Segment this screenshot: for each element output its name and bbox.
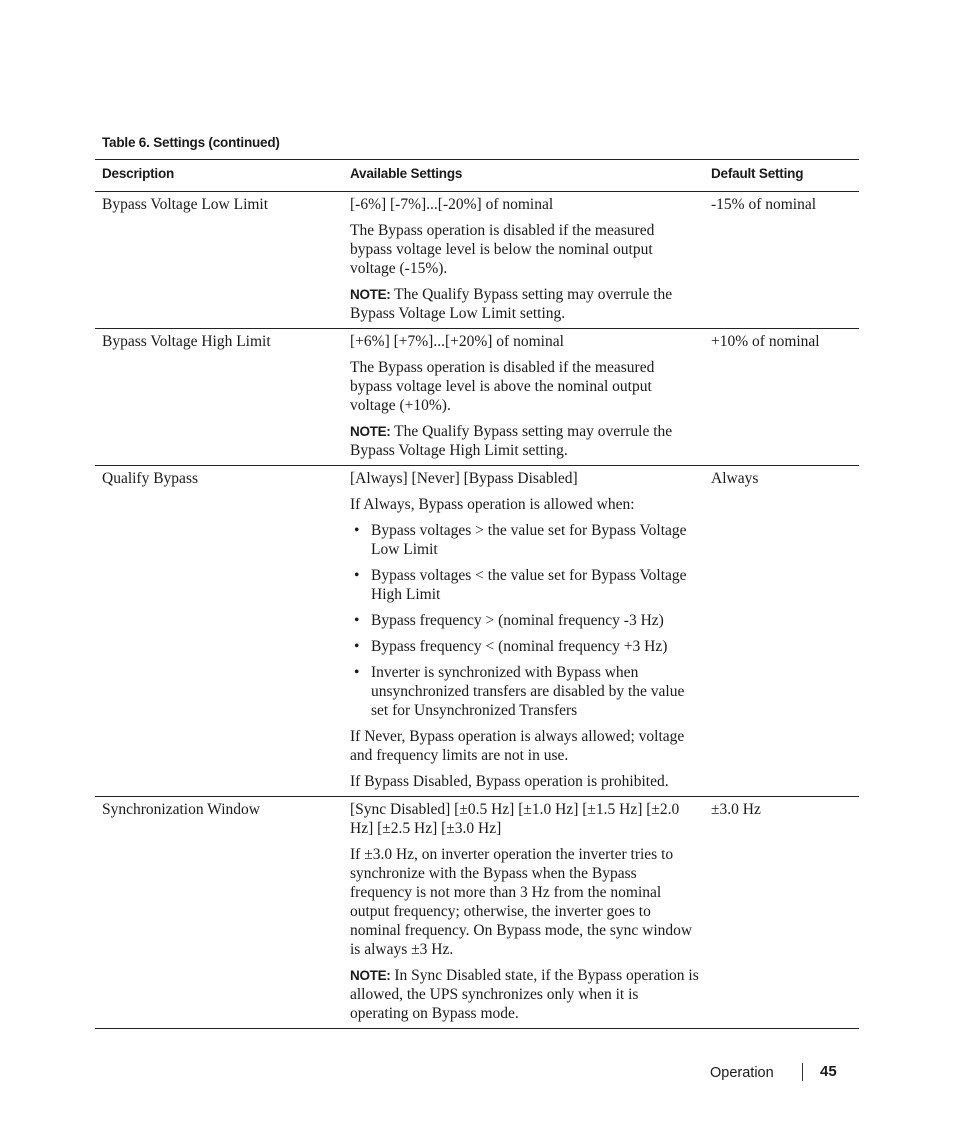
row-default-setting: Always — [711, 470, 759, 487]
settings-disabled: If Bypass Disabled, Bypass operation is prohibited. — [350, 773, 669, 790]
row-available-settings — [350, 329, 700, 465]
row-default-setting: ±3.0 Hz — [711, 801, 761, 818]
settings-options: [-6%] [-7%]...[-20%] of nominal — [350, 196, 554, 213]
settings-options: [+6%] [+7%]...[+20%] of nominal — [350, 333, 564, 350]
settings-intro: If Always, Bypass operation is allowed when: — [350, 496, 635, 513]
list-item: • Bypass frequency < (nominal frequency +3 Hz) — [350, 637, 700, 656]
settings-note — [350, 285, 700, 323]
settings-never: If Never, Bypass operation is always allowed; voltage and frequency limits are not in use. — [350, 728, 685, 764]
note-text: The Qualify Bypass setting may overrule the Bypass Voltage High Limit setting. — [350, 423, 673, 459]
settings-detail: The Bypass operation is disabled if the measured bypass voltage level is below the nominal output voltage (-15%). — [350, 222, 655, 277]
settings-detail: If ±3.0 Hz, on inverter operation the inverter tries to synchronize with the Bypass when the Bypass frequency is not more than 3 Hz from the nominal output frequency; otherwise, the inverter goes to nominal frequency. On Bypass mode, the sync window is always ±3 Hz. — [350, 846, 693, 958]
table-caption: Table 6. Settings (continued) — [102, 135, 280, 150]
page-number: 45 — [820, 1063, 837, 1080]
conditions-list — [350, 521, 700, 720]
table-row-bypass-voltage-low-limit — [95, 192, 859, 329]
list-item: • Bypass voltages < the value set for Bypass Voltage High Limit — [350, 566, 700, 604]
footer-divider — [802, 1063, 803, 1081]
table-row-bypass-voltage-high-limit — [95, 329, 859, 466]
note-label: NOTE: — [350, 968, 391, 983]
row-description: Bypass Voltage Low Limit — [102, 196, 269, 213]
note-label: NOTE: — [350, 424, 391, 439]
row-available-settings — [350, 192, 700, 328]
footer-section-name: Operation — [710, 1065, 774, 1081]
header-available-settings: Available Settings — [350, 166, 463, 181]
list-item: • Bypass voltages > the value set for Bypass Voltage Low Limit — [350, 521, 700, 559]
header-default-setting: Default Setting — [711, 166, 804, 181]
settings-options: [Sync Disabled] [±0.5 Hz] [±1.0 Hz] [±1.5 Hz] [±2.0 Hz] [±2.5 Hz] [±3.0 Hz] — [350, 801, 680, 837]
note-label: NOTE: — [350, 287, 391, 302]
settings-table — [95, 159, 859, 1029]
list-item: • Bypass frequency > (nominal frequency -3 Hz) — [350, 611, 700, 630]
row-default-setting: +10% of nominal — [711, 333, 820, 350]
note-text: In Sync Disabled state, if the Bypass operation is allowed, the UPS synchronizes only when it is operating on Bypass mode. — [350, 967, 699, 1022]
settings-note — [350, 966, 700, 1023]
row-description: Bypass Voltage High Limit — [102, 333, 271, 350]
note-text: The Qualify Bypass setting may overrule the Bypass Voltage Low Limit setting. — [350, 286, 673, 322]
table-row-qualify-bypass — [95, 466, 859, 797]
table-header-row — [95, 160, 859, 192]
row-description: Synchronization Window — [102, 801, 260, 818]
row-description: Qualify Bypass — [102, 470, 199, 487]
row-default-setting: -15% of nominal — [711, 196, 817, 213]
row-available-settings — [350, 466, 700, 796]
table-row-synchronization-window — [95, 797, 859, 1029]
header-description: Description — [102, 166, 175, 181]
settings-note — [350, 422, 700, 460]
settings-options: [Always] [Never] [Bypass Disabled] — [350, 470, 578, 487]
row-available-settings — [350, 797, 700, 1028]
settings-detail: The Bypass operation is disabled if the measured bypass voltage level is above the nominal output voltage (+10%). — [350, 359, 655, 414]
list-item: • Inverter is synchronized with Bypass when unsynchronized transfers are disabled by the value set for Unsynchronized Transfers — [350, 663, 700, 720]
